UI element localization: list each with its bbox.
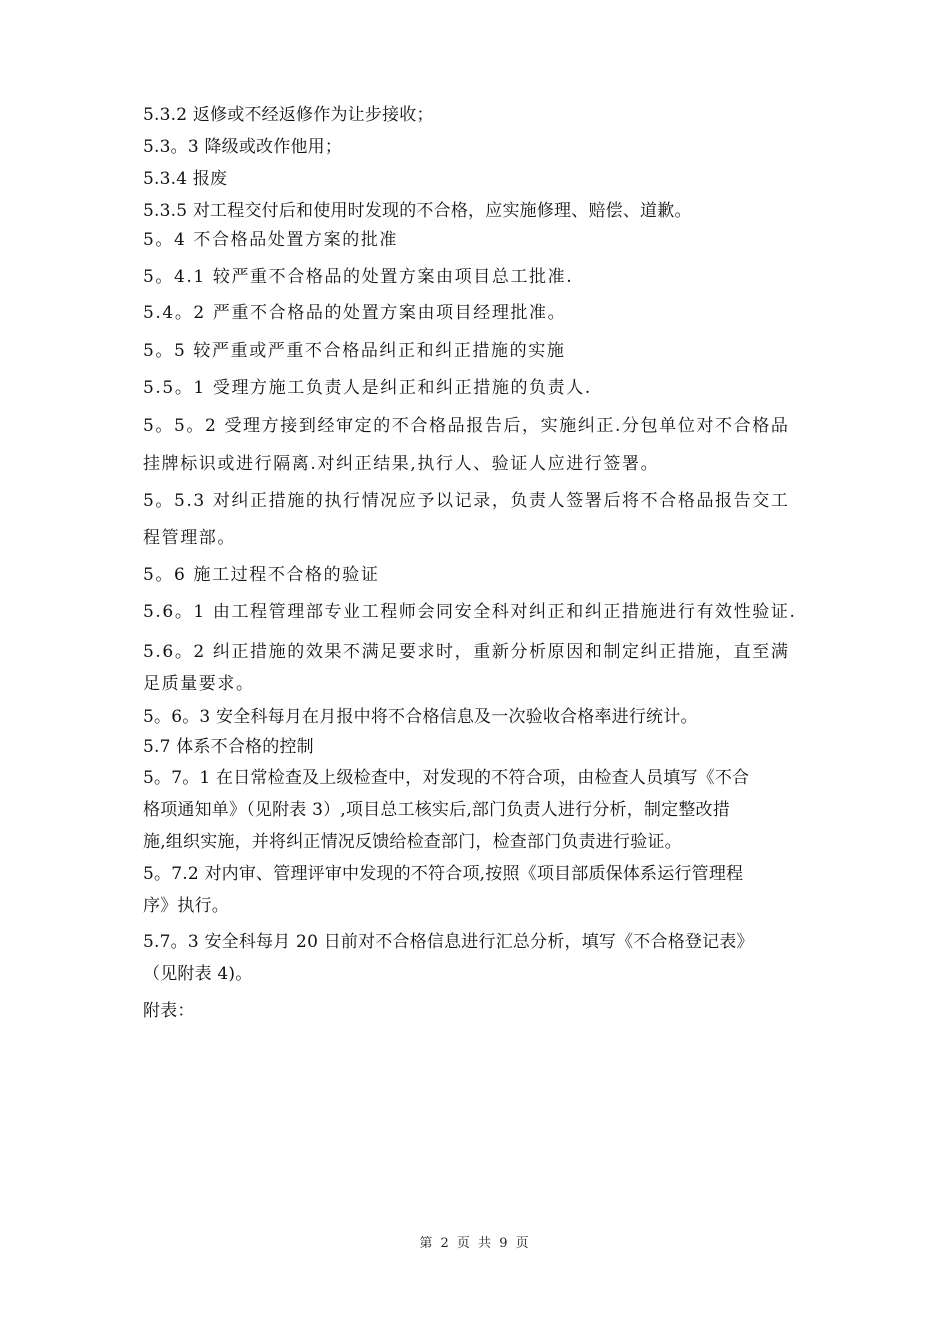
appendix-label: 附表： — [143, 1001, 195, 1021]
paragraph-line: 施,组织实施，并将纠正情况反馈给检查部门，检查部门负责进行验证。 — [143, 832, 682, 852]
section-heading: 5。6 施工过程不合格的验证 — [143, 565, 380, 585]
paragraph-line: 5。5.3 对纠正措施的执行情况应予以记录，负责人签署后将不合格品报告交工 — [143, 491, 790, 511]
section-heading: 5.7 体系不合格的控制 — [143, 737, 314, 757]
paragraph-line: 序》执行。 — [143, 896, 229, 916]
section-heading: 5。5 较严重或严重不合格品纠正和纠正措施的实施 — [143, 341, 566, 361]
paragraph-line: 5。6。3 安全科每月在月报中将不合格信息及一次验收合格率进行统计。 — [143, 707, 698, 727]
paragraph-line: 5.7。3 安全科每月 20 日前对不合格信息进行汇总分析，填写《不合格登记表》 — [143, 932, 754, 952]
paragraph-line: 5.4。2 严重不合格品的处置方案由项目经理批准。 — [143, 303, 567, 323]
paragraph-line: 5.3.4 报废 — [143, 169, 228, 189]
paragraph-line: 5。7。1 在日常检查及上级检查中，对发现的不符合项，由检查人员填写《不合 — [143, 768, 750, 788]
paragraph-line: 5.5。1 受理方施工负责人是纠正和纠正措施的负责人. — [143, 378, 592, 398]
paragraph-line: 挂牌标识或进行隔离.对纠正结果,执行人、验证人应进行签署。 — [143, 454, 660, 474]
page-number-footer: 第 2 页 共 9 页 — [419, 1236, 531, 1251]
paragraph-line: 5。5。2 受理方接到经审定的不合格品报告后，实施纠正.分包单位对不合格品 — [143, 416, 790, 436]
paragraph-line: （见附表 4)。 — [143, 964, 253, 984]
paragraph-line: 5.3.5 对工程交付后和使用时发现的不合格，应实施修理、赔偿、道歉。 — [143, 201, 692, 221]
paragraph-line: 5.3.2 返修或不经返修作为让步接收； — [143, 105, 434, 125]
paragraph-line: 足质量要求。 — [143, 674, 255, 694]
section-heading: 5。4 不合格品处置方案的批准 — [143, 230, 399, 250]
paragraph-line: 程管理部。 — [143, 528, 236, 548]
paragraph-line: 5.6。1 由工程管理部专业工程师会同安全科对纠正和纠正措施进行有效性验证. — [143, 602, 797, 622]
paragraph-line: 5。4.1 较严重不合格品的处置方案由项目总工批准. — [143, 267, 574, 287]
paragraph-line: 5。7.2 对内审、管理评审中发现的不符合项,按照《项目部质保体系运行管理程 — [143, 864, 744, 884]
paragraph-line: 5.6。2 纠正措施的效果不满足要求时，重新分析原因和制定纠正措施，直至满 — [143, 642, 790, 662]
paragraph-line: 5.3。3 降级或改作他用； — [143, 137, 343, 157]
paragraph-line: 格项通知单》（见附表 3）,项目总工核实后,部门负责人进行分析，制定整改措 — [143, 800, 730, 820]
